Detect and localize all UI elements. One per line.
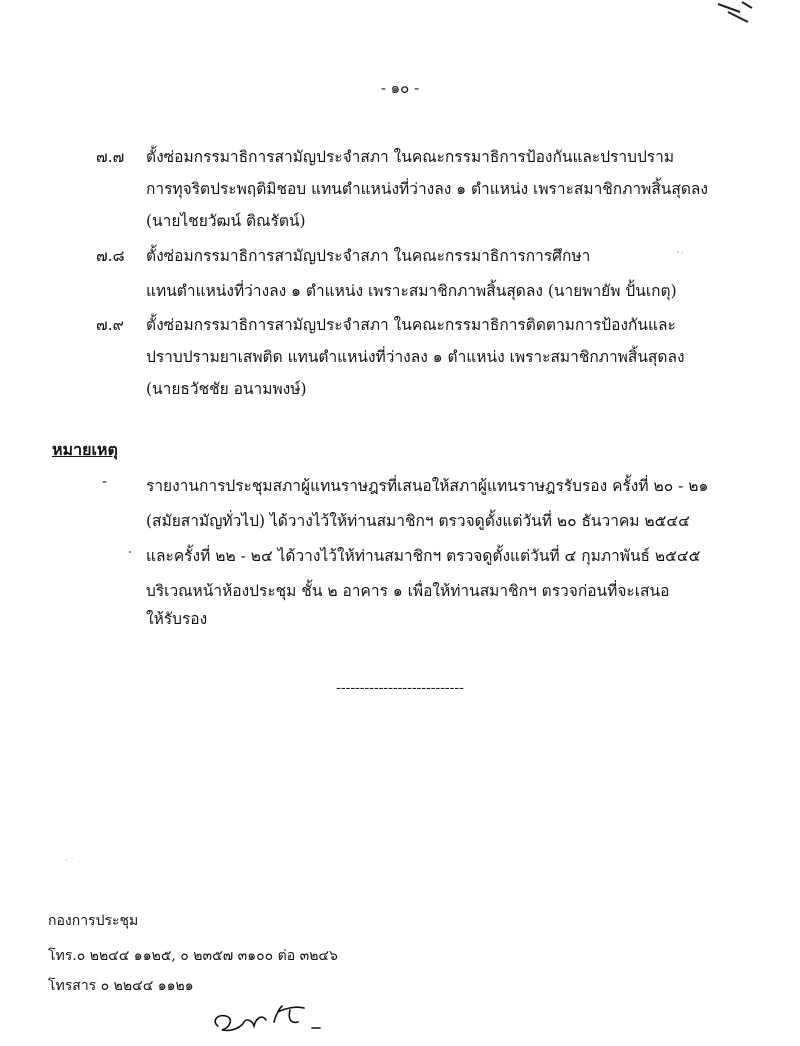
item-line: แทนตำแหน่งที่ว่างลง ๑ ตำแหน่ง เพราะสมาชิกภาพสิ้นสุดลง (นายพายัพ ปั้นเกตุ) (146, 282, 677, 300)
item-line: การทุจริตประพฤติมิชอบ แทนตำแหน่งที่ว่างลง ๑ ตำแหน่ง เพราะสมาชิกภาพสิ้นสุดลง (146, 180, 708, 198)
item-line: ตั้งซ่อมกรรมาธิการสามัญประจำสภา ในคณะกรรมาธิการป้องกันและปราบปราม (146, 148, 675, 166)
department-name: กองการประชุม (48, 913, 139, 929)
item-line: ปราบปรามยาเสพติด แทนตำแหน่งที่ว่างลง ๑ ตำแหน่ง เพราะสมาชิกภาพสิ้นสุดลง (146, 348, 685, 366)
item-number: ๗.๙ (96, 316, 124, 334)
remarks-line: และครั้งที่ ๒๒ - ๒๔ ได้วางไว้ให้ท่านสมาชิกฯ ตรวจดูตั้งแต่วันที่ ๔ กุมภาพันธ์ ๒๕๔๕ (146, 547, 701, 565)
item-line: ตั้งซ่อมกรรมาธิการสามัญประจำสภา ในคณะกรรมาธิการติดตามการป้องกันและ (146, 316, 676, 334)
remarks-line: รายงานการประชุมสภาผู้แทนราษฎรที่เสนอให้สภาผู้แทนราษฎรรับรอง ครั้งที่ ๒๐ - ๒๑ (146, 477, 709, 495)
remarks-line: บริเวณหน้าห้องประชุม ชั้น ๒ อาคาร ๑ เพื่อให้ท่านสมาชิกฯ ตรวจก่อนที่จะเสนอ (146, 582, 670, 600)
fax-number: โทรสาร ๐ ๒๒๔๔ ๑๑๒๑ (48, 978, 194, 994)
page-number: - ๑๐ - (380, 79, 420, 97)
remarks-line: (สมัยสามัญทั่วไป) ได้วางไว้ให้ท่านสมาชิกฯ ตรวจดูตั้งแต่วันที่ ๒๐ ธันวาคม ๒๕๔๔ (146, 512, 690, 530)
remarks-line: ให้รับรอง (146, 610, 208, 628)
item-line: (นายธวัชชัย อนามพงษ์) (146, 380, 307, 398)
remarks-heading: หมายเหตุ (52, 440, 118, 459)
item-number: ๗.๗ (96, 148, 125, 166)
item-line: (นายไชยวัฒน์ ติณรัตน์) (146, 212, 306, 230)
remarks-bullet: - (102, 472, 108, 490)
phone-number: โทร.๐ ๒๒๔๔ ๑๑๒๕, ๐ ๒๓๕๗ ๓๑๐๐ ต่อ ๓๒๔๖ (48, 948, 338, 964)
item-number: ๗.๘ (96, 247, 125, 265)
item-line: ตั้งซ่อมกรรมาธิการสามัญประจำสภา ในคณะกรรมาธิการการศึกษา (146, 247, 591, 265)
section-divider: --------------------------- (336, 680, 464, 696)
